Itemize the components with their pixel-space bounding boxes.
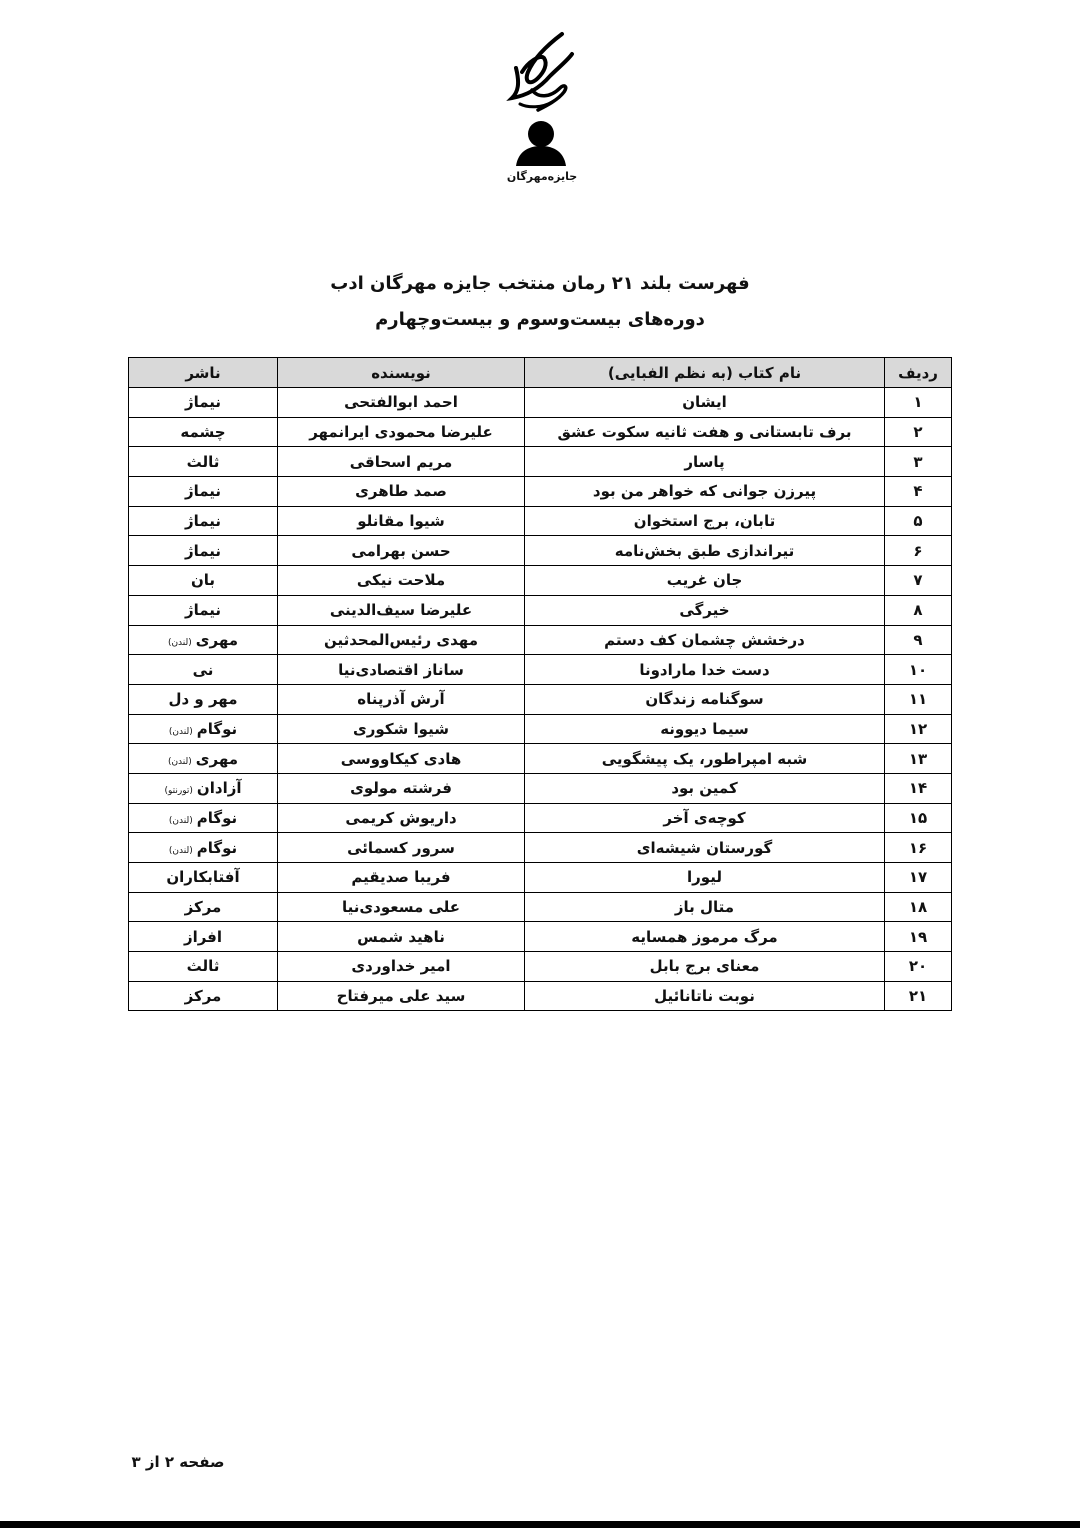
row-author: ملاحت نیکی	[278, 566, 525, 596]
row-index: ۱۴	[885, 773, 952, 803]
row-index: ۱	[885, 388, 952, 418]
row-book-title: لیورا	[525, 863, 885, 893]
row-index: ۱۲	[885, 714, 952, 744]
row-book-title: متال باز	[525, 892, 885, 922]
row-author: مهدی رئیس‌المحدثین	[278, 625, 525, 655]
row-author: داریوش کریمی	[278, 803, 525, 833]
table-row	[129, 566, 952, 596]
row-index: ۷	[885, 566, 952, 596]
row-publisher: آفتابکاران	[166, 868, 240, 887]
row-publisher-cell	[129, 922, 278, 952]
mehregan-logo-mark	[498, 28, 584, 168]
row-book-title: کوچه‌ی آخر	[525, 803, 885, 833]
page-number: صفحه ۲ از ۳	[131, 1453, 225, 1471]
row-publisher-cell	[129, 595, 278, 625]
row-publisher: ثالث	[186, 957, 220, 976]
row-index: ۱۰	[885, 655, 952, 685]
row-book-title: سوگنامه زندگان	[525, 684, 885, 714]
table-row	[129, 803, 952, 833]
row-publisher-cell	[129, 417, 278, 447]
row-publisher: بان	[190, 571, 216, 590]
row-author: امیر خداوردی	[278, 952, 525, 982]
row-publisher: مرکز	[184, 987, 222, 1006]
row-publisher-cell	[129, 566, 278, 596]
row-book-title: معنای برج بابل	[525, 952, 885, 982]
row-publisher: نوگام	[196, 808, 238, 827]
row-publisher: نوگام	[196, 838, 238, 857]
row-index: ۱۱	[885, 684, 952, 714]
row-publisher-cell	[129, 536, 278, 566]
row-index: ۵	[885, 506, 952, 536]
row-index: ۱۳	[885, 744, 952, 774]
row-publisher: نی	[192, 660, 214, 679]
row-publisher-cell	[129, 892, 278, 922]
row-author: فرشته مولوی	[278, 773, 525, 803]
table-row	[129, 744, 952, 774]
row-book-title: شبه امپراطور، یک پیشگویی	[525, 744, 885, 774]
table-row	[129, 595, 952, 625]
row-author: مریم اسحاقی	[278, 447, 525, 477]
row-book-title: کمین بود	[525, 773, 885, 803]
header-publisher: ناشر	[129, 358, 278, 388]
row-book-title: مرگ مرموز همسایه	[525, 922, 885, 952]
table-row	[129, 863, 952, 893]
table-row	[129, 506, 952, 536]
row-publisher-city: (تورنتو)	[164, 786, 193, 797]
row-publisher: مهری	[195, 749, 239, 768]
header-book: نام کتاب (به نظم الفبایی)	[525, 358, 885, 388]
row-index: ۶	[885, 536, 952, 566]
table-row	[129, 625, 952, 655]
row-book-title: سیما دیوونه	[525, 714, 885, 744]
row-publisher-cell	[129, 684, 278, 714]
row-book-title: خیرگی	[525, 595, 885, 625]
row-publisher: ثالث	[186, 452, 220, 471]
row-publisher-cell	[129, 803, 278, 833]
table-row	[129, 833, 952, 863]
row-publisher: نوگام	[196, 719, 238, 738]
row-publisher-cell	[129, 714, 278, 744]
row-author: ساناز اقتصادی‌نیا	[278, 655, 525, 685]
row-publisher: مهر و دل	[168, 690, 238, 709]
row-publisher-cell	[129, 625, 278, 655]
row-index: ۱۹	[885, 922, 952, 952]
table-row	[129, 477, 952, 507]
row-author: حسن بهرامی	[278, 536, 525, 566]
row-index: ۲۱	[885, 981, 952, 1011]
row-publisher-cell	[129, 981, 278, 1011]
row-publisher: نیماژ	[184, 393, 222, 412]
row-author: علی مسعودی‌نیا	[278, 892, 525, 922]
row-book-title: تیراندازی طبق بخش‌نامه	[525, 536, 885, 566]
row-publisher: افراز	[183, 927, 223, 946]
bottom-edge-bar	[0, 1521, 1080, 1528]
row-book-title: گورستان شیشه‌ای	[525, 833, 885, 863]
table-row	[129, 447, 952, 477]
table-row	[129, 922, 952, 952]
row-book-title: نوبت ناتانائیل	[525, 981, 885, 1011]
novel-list-table	[128, 357, 952, 1011]
row-book-title: تابان، برج استخوان	[525, 506, 885, 536]
row-index: ۱۸	[885, 892, 952, 922]
row-author: سرور کسمائی	[278, 833, 525, 863]
row-book-title: درخشش چشمان کف دستم	[525, 625, 885, 655]
row-publisher: مهری	[195, 630, 239, 649]
row-publisher-cell	[129, 388, 278, 418]
row-index: ۱۵	[885, 803, 952, 833]
row-book-title: پیرزن جوانی که خواهر من بود	[525, 477, 885, 507]
row-author: فریبا صدیقیم	[278, 863, 525, 893]
row-publisher-cell	[129, 655, 278, 685]
row-author: احمد ابوالفتحی	[278, 388, 525, 418]
row-publisher-cell	[129, 773, 278, 803]
row-author: سید علی میرفتاح	[278, 981, 525, 1011]
row-author: علیرضا سیف‌الدینی	[278, 595, 525, 625]
table-row	[129, 981, 952, 1011]
row-index: ۱۶	[885, 833, 952, 863]
header-author: نویسنده	[278, 358, 525, 388]
row-index: ۱۷	[885, 863, 952, 893]
row-publisher: نیماژ	[184, 541, 222, 560]
table-row	[129, 388, 952, 418]
row-publisher: مرکز	[184, 898, 222, 917]
table-row	[129, 773, 952, 803]
table-row	[129, 655, 952, 685]
row-publisher: نیماژ	[184, 482, 222, 501]
row-publisher-cell	[129, 952, 278, 982]
row-author: هادی کیکاووسی	[278, 744, 525, 774]
row-publisher: نیماژ	[184, 601, 222, 620]
row-publisher: چشمه	[180, 423, 226, 442]
row-author: شیوا شکوری	[278, 714, 525, 744]
row-publisher-cell	[129, 863, 278, 893]
row-publisher-cell	[129, 477, 278, 507]
row-author: ناهید شمس	[278, 922, 525, 952]
row-publisher-city: (لندن)	[168, 845, 193, 856]
row-index: ۲۰	[885, 952, 952, 982]
row-index: ۴	[885, 477, 952, 507]
page-title: فهرست بلند ۲۱ رمان منتخب جایزه مهرگان ادب	[330, 273, 750, 294]
row-index: ۳	[885, 447, 952, 477]
row-author: علیرضا محمودی ایرانمهر	[278, 417, 525, 447]
table-row	[129, 684, 952, 714]
row-publisher-city: (لندن)	[168, 726, 193, 737]
table-body	[129, 388, 952, 1011]
row-author: صمد طاهری	[278, 477, 525, 507]
row-publisher-city: (لندن)	[168, 815, 193, 826]
page-subtitle: دوره‌های بیست‌وسوم و بیست‌وچهارم	[375, 309, 705, 330]
row-book-title: جان غریب	[525, 566, 885, 596]
header-index: ردیف	[885, 358, 952, 388]
row-publisher-cell	[129, 447, 278, 477]
row-author: آرش آذرپناه	[278, 684, 525, 714]
table-row	[129, 536, 952, 566]
row-publisher-cell	[129, 744, 278, 774]
logo-caption: جایزه‌مهرگان	[506, 170, 578, 183]
row-publisher: آزادان	[196, 779, 242, 798]
table-row	[129, 892, 952, 922]
row-publisher-city: (لندن)	[167, 637, 192, 648]
row-index: ۸	[885, 595, 952, 625]
row-book-title: ایشان	[525, 388, 885, 418]
table-row	[129, 952, 952, 982]
table-header-row	[129, 358, 952, 388]
row-index: ۹	[885, 625, 952, 655]
row-publisher-city: (لندن)	[167, 756, 192, 767]
row-book-title: دست خدا مارادونا	[525, 655, 885, 685]
row-publisher: نیماژ	[184, 512, 222, 531]
row-book-title: پاسار	[525, 447, 885, 477]
row-publisher-cell	[129, 833, 278, 863]
table-row	[129, 417, 952, 447]
row-author: شیوا مقانلو	[278, 506, 525, 536]
row-index: ۲	[885, 417, 952, 447]
row-book-title: برف تابستانی و هفت ثانیه سکوت عشق	[525, 417, 885, 447]
row-publisher-cell	[129, 506, 278, 536]
table-row	[129, 714, 952, 744]
